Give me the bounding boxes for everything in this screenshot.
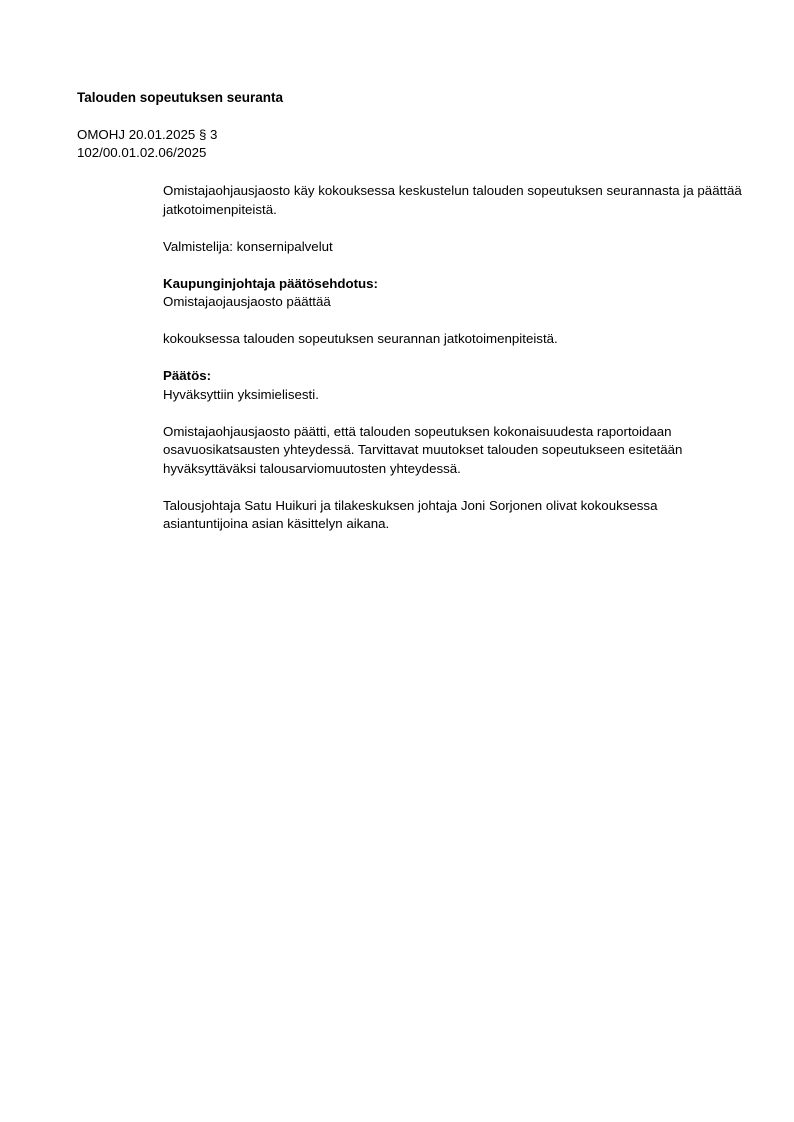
document-body [163,182,743,552]
proposal-heading: Kaupunginjohtaja päätösehdotus: [163,275,378,291]
intro-paragraph: Omistajaohjausjaosto käy kokouksessa keskustelun talouden sopeutuksen seurannasta ja päättää jatkotoimenpiteistä. [163,183,742,217]
meeting-reference: OMOHJ 20.01.2025 § 3 [77,127,218,142]
proposal-continuation: kokouksessa talouden sopeutuksen seurannan jatkotoimenpiteistä. [163,331,558,346]
case-number: 102/00.01.02.06/2025 [77,145,207,160]
preparer-line: Valmistelija: konsernipalvelut [163,238,333,254]
document-meta [77,126,217,162]
decision-text: Hyväksyttiin yksimielisesti. [163,386,319,402]
experts-paragraph: Talousjohtaja Satu Huikuri ja tilakeskuksen johtaja Joni Sorjonen olivat kokouksessa asiantuntijoina asian käsittelyn aikana. [163,497,658,531]
decision-heading: Päätös: [163,368,212,383]
proposal-section [163,275,743,312]
decision-paragraph: Omistajaohjausjaosto päätti, että talouden sopeutuksen kokonaisuudesta raportoidaan osavuosikatsausten yhteydessä. Tarvittavat muutokset talouden sopeutukseen esitetään hyväksyttäväksi talousarviomuutosten yhteydessä. [163,423,683,476]
proposal-text: Omistajaojausjaosto päättää [163,294,331,309]
document-title: Talouden sopeutuksen seuranta [77,90,284,105]
decision-section [163,367,743,404]
